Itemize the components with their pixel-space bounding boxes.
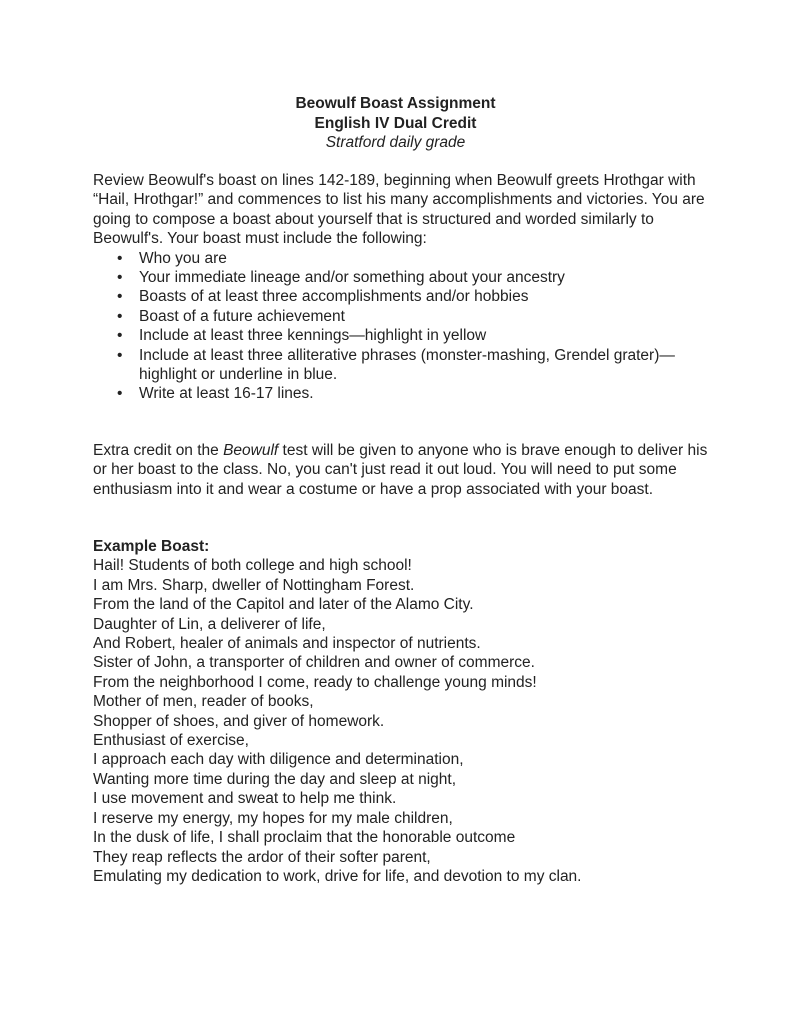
list-item: [93, 346, 713, 385]
boast-line: I reserve my energy, my hopes for my male children,: [93, 809, 453, 827]
list-item: [93, 287, 713, 306]
page-title: Beowulf Boast Assignment: [295, 95, 496, 112]
list-item-text: Boasts of at least three accomplishments and/or hobbies: [139, 288, 529, 306]
course-name: English IV Dual Credit: [314, 114, 477, 132]
boast-line: Hail! Students of both college and high school!: [93, 557, 412, 575]
boast-line: Mother of men, reader of books,: [93, 693, 314, 711]
extra-credit-text-start: Extra credit on the: [93, 442, 224, 459]
boast-line: Sister of John, a transporter of children and owner of commerce.: [93, 654, 535, 672]
intro-paragraph: Review Beowulf's boast on lines 142-189, beginning when Beowulf greets Hrothgar with “Hail, Hrothgar!” and commences to list his many accomplishments and victories. You are going to compose a boast about yourself that is structured and worded similarly to Beowulf's. Your boast must include the following:: [93, 172, 705, 248]
bullet-icon: •: [117, 269, 123, 287]
list-item-text: Write at least 16-17 lines.: [139, 385, 314, 403]
bullet-icon: •: [117, 307, 123, 325]
boast-line: From the neighborhood I come, ready to challenge young minds!: [93, 673, 537, 691]
boast-line: They reap reflects the ardor of their softer parent,: [93, 848, 431, 866]
requirements-list: [93, 249, 713, 404]
boast-line: I am Mrs. Sharp, dweller of Nottingham Forest.: [93, 576, 415, 594]
boast-line: In the dusk of life, I shall proclaim that the honorable outcome: [93, 829, 516, 847]
list-item: [93, 268, 713, 287]
boast-line: Daughter of Lin, a deliverer of life,: [93, 615, 326, 633]
intro-section: [93, 171, 713, 404]
extra-credit-paragraph: [93, 441, 713, 499]
boast-line: Wanting more time during the day and sleep at night,: [93, 770, 457, 788]
document-header: [0, 94, 791, 153]
bullet-icon: •: [117, 288, 123, 306]
boast-line: And Robert, healer of animals and inspector of nutrients.: [93, 635, 481, 653]
boast-line: I use movement and sweat to help me think.: [93, 790, 397, 808]
list-item: [93, 307, 713, 326]
list-item: [93, 326, 713, 345]
grade-note: Stratford daily grade: [325, 134, 466, 151]
boast-line: Shopper of shoes, and giver of homework.: [93, 712, 385, 730]
boast-line: I approach each day with diligence and determination,: [93, 751, 464, 769]
extra-credit-title-emphasis: Beowulf: [223, 442, 279, 459]
bullet-icon: •: [117, 327, 123, 345]
list-item-text: Who you are: [139, 249, 227, 267]
list-item-text: Include at least three alliterative phrases (monster-mashing, Grendel grater)—highlight or underline in blue.: [139, 346, 675, 384]
boast-line: Enthusiast of exercise,: [93, 732, 249, 750]
list-item-text: Boast of a future achievement: [139, 307, 345, 325]
example-heading: Example Boast:: [93, 538, 210, 555]
list-item-text: Include at least three kennings—highlight in yellow: [139, 327, 487, 345]
boast-line: From the land of the Capitol and later of the Alamo City.: [93, 596, 474, 614]
boast-line: Emulating my dedication to work, drive for life, and devotion to my clan.: [93, 867, 582, 885]
list-item: [93, 249, 713, 268]
extra-credit-section: [93, 441, 713, 499]
list-item: [93, 384, 713, 403]
extra-credit-text-end: test will be given to anyone who is brave enough to deliver his or her boast to the class. No, you can't just read it out loud. You will need to put some enthusiasm into it and wear a costume or have a prop associated with your boast.: [93, 442, 708, 498]
list-item-text: Your immediate lineage and/or something about your ancestry: [139, 269, 565, 287]
bullet-icon: •: [117, 249, 123, 267]
bullet-icon: •: [117, 346, 123, 364]
example-boast-section: [93, 537, 713, 886]
bullet-icon: •: [117, 385, 123, 403]
